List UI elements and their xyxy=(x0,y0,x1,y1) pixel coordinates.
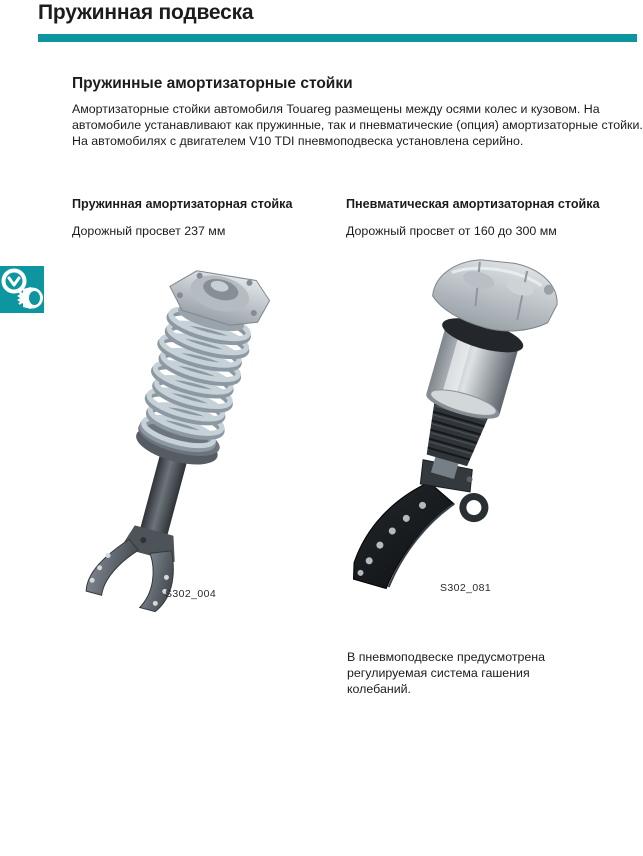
air-strut-caption: S302_081 xyxy=(440,582,492,594)
air-strut-heading: Пневматическая амортизаторная стойка xyxy=(346,197,600,211)
page-title: Пружинная подвеска xyxy=(38,1,254,24)
air-strut-note xyxy=(347,649,545,697)
note-line: В пневмоподвеске предусмотрена xyxy=(347,650,546,664)
air-strut-clearance: Дорожный просвет от 160 до 300 мм xyxy=(346,224,557,238)
intro-paragraph xyxy=(72,101,643,149)
intro-line: автомобиле устанавливают как пружинные, так и пневматические (опция) амортизаторные стойки. xyxy=(72,118,643,132)
spring-strut-caption: S302_004 xyxy=(165,588,217,600)
note-line: колебаний. xyxy=(347,682,411,696)
intro-line: На автомобилях с двигателем V10 TDI пневмоподвеска установлена серийно. xyxy=(72,134,524,148)
intro-line: Амортизаторные стойки автомобиля Touareg размещены между осями колес и кузовом. На xyxy=(72,102,600,116)
section-heading: Пружинные амортизаторные стойки xyxy=(72,75,353,92)
spring-strut-clearance: Дорожный просвет 237 мм xyxy=(72,224,226,238)
spring-strut-illustration xyxy=(80,254,280,614)
title-accent-rule xyxy=(38,34,637,42)
running-gear-icon xyxy=(0,266,44,313)
running-gear-icon-art xyxy=(0,266,44,313)
spring-strut-heading: Пружинная амортизаторная стойка xyxy=(72,197,293,211)
note-line: регулируемая система гашения xyxy=(347,666,530,680)
air-strut-illustration xyxy=(352,250,567,610)
